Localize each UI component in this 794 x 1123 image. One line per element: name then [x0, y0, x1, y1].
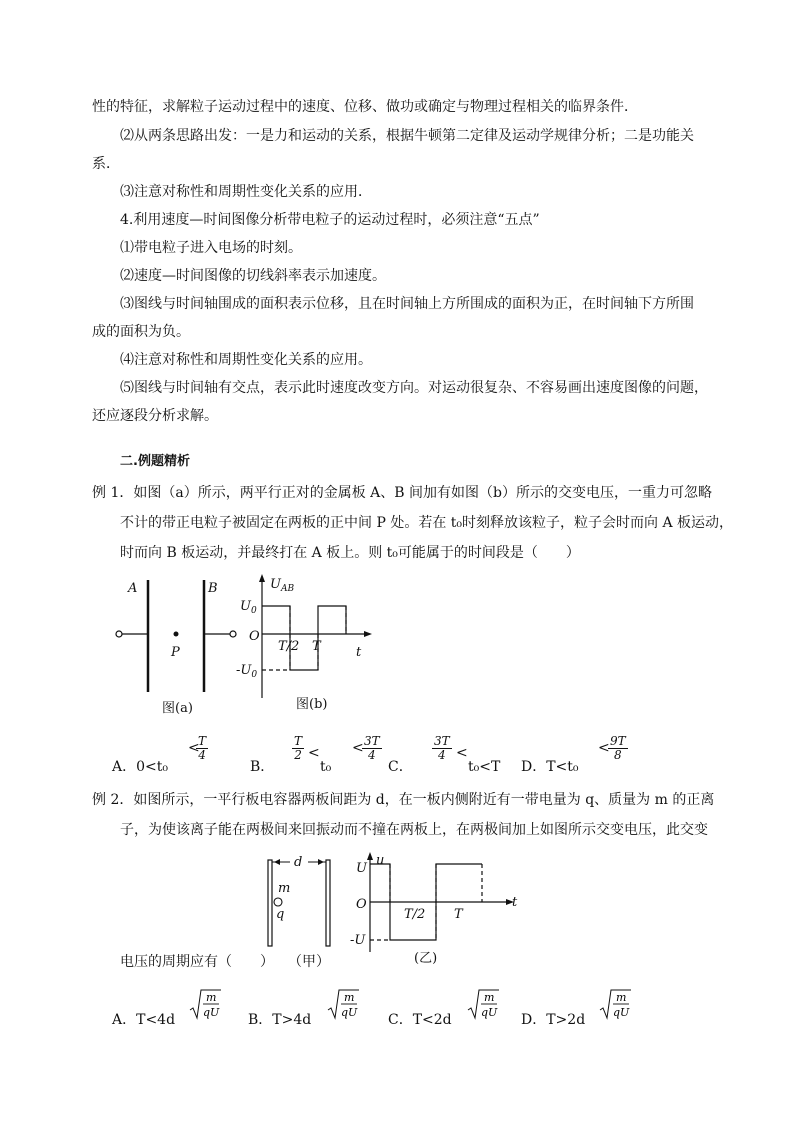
option-2a[interactable]: A．T<4d: [112, 1012, 176, 1028]
t-half-label-2: T/2: [404, 907, 426, 922]
text-line: ⑴带电粒子进入电场的时刻。: [120, 240, 302, 256]
option-c-t0: t₀<T: [468, 759, 501, 775]
origin-label: O: [249, 629, 260, 644]
minus-u0-label: $-U_0$: [236, 663, 258, 680]
svg-text:m: m: [484, 991, 495, 1004]
option-c[interactable]: C．: [388, 759, 413, 775]
option-d[interactable]: D．T<t₀: [521, 759, 579, 775]
option-b-t0: t₀: [320, 759, 332, 775]
sqrt-icon: [188, 988, 222, 1022]
svg-text:qU: qU: [341, 1006, 358, 1019]
svg-text:qU: qU: [481, 1006, 498, 1019]
option-2c[interactable]: C．T<2d: [388, 1012, 452, 1028]
text-line: ⑸图线与时间轴有交点，表示此时速度改变方向。对运动很复杂、不容易画出速度图像的问题，: [120, 380, 708, 396]
minus-u-label: -U: [350, 933, 366, 948]
period-t-label: T: [312, 639, 321, 654]
uab-label: $U_{AB}$: [270, 577, 295, 594]
text-line: 还应逐段分析求解。: [92, 408, 218, 424]
svg-text:qU: qU: [613, 1006, 630, 1019]
mass-m-label: m: [278, 881, 291, 896]
example-2-line: 例 2．如图所示，一平行板电容器两板间距为 d，在一板内侧附近有一带电量为 q、质量为 m 的正离: [92, 792, 715, 808]
option-d-fraction: $\frac{9T}{8}$: [610, 734, 626, 762]
plate-a-label: A: [128, 581, 138, 596]
text-line: 成的面积为负。: [92, 324, 190, 340]
option-b-fraction-2: $\frac{3T}{4}$: [364, 734, 380, 762]
option-c-less: <: [456, 745, 468, 761]
time-axis-label-2: t: [512, 895, 518, 910]
svg-text:qU: qU: [203, 1006, 220, 1019]
sqrt-icon: [598, 988, 632, 1022]
time-axis-label: t: [356, 645, 362, 660]
plate-b-label: B: [208, 581, 218, 596]
u-axis-label: u: [376, 853, 385, 868]
option-b-less-1: <: [308, 745, 320, 761]
option-2d[interactable]: D．T>2d: [521, 1012, 586, 1028]
option-a-less: <: [188, 740, 200, 756]
text-line: ⑶图线与时间轴围成的面积表示位移，且在时间轴上方所围成的面积为正，在时间轴下方所围: [120, 296, 694, 312]
example-2-line: 子，为使该离子能在两极间来回振动而不撞在两板上，在两极间加上如图所示交变电压，此交变: [120, 822, 708, 838]
figure-yi-caption: (乙): [414, 951, 438, 966]
option-c-fraction: $\frac{3T}{4}$: [434, 734, 450, 762]
svg-text:m: m: [206, 991, 217, 1004]
example-1-line: 不计的带正电粒子被固定在两板的正中间 P 处。若在 t₀时刻释放该粒子，粒子会时而向 A 板运动，: [120, 515, 734, 531]
figure-jia-caption: （甲）: [288, 954, 330, 970]
t-half-label: T/2: [278, 639, 300, 654]
text-line: 性的特征，求解粒子运动过程中的速度、位移、做功或确定与物理过程相关的临界条件．: [92, 99, 638, 115]
text-line: ⑵从两条思路出发：一是力和运动的关系，根据牛顿第二定律及运动学规律分析；二是功能关: [120, 128, 694, 144]
text-line: ⑶注意对称性和周期性变化关系的应用．: [120, 184, 372, 200]
example-2-line: 电压的周期应有（ ）: [120, 954, 274, 970]
figure-1: [110, 570, 380, 720]
sqrt-icon: [326, 988, 360, 1022]
sqrt-icon: [466, 988, 500, 1022]
period-t-label-2: T: [454, 907, 463, 922]
option-d-less: <: [598, 740, 610, 756]
charge-q-label: q: [276, 907, 285, 922]
text-line: 系．: [92, 156, 120, 172]
section-heading: 二.例题精析: [120, 454, 190, 469]
distance-d-label: d: [294, 855, 303, 870]
text-line: ⑷注意对称性和周期性变化关系的应用。: [120, 352, 372, 368]
svg-text:m: m: [616, 991, 627, 1004]
option-b[interactable]: B．: [250, 759, 275, 775]
example-1-line: 时而向 B 板运动，并最终打在 A 板上。则 t₀可能属于的时间段是（ ）: [120, 545, 580, 561]
option-a[interactable]: A．0<t₀: [112, 759, 168, 775]
figure-a-caption: 图(a): [162, 701, 193, 716]
example-1-line: 例 1．如图（a）所示，两平行正对的金属板 A、B 间加有如图（b）所示的交变电压，一重力可忽略: [92, 485, 712, 501]
option-b-fraction-1: $\frac{T}{2}$: [294, 734, 303, 762]
option-a-fraction: $\frac{T}{4}$: [198, 734, 207, 762]
text-line: ⑵速度—时间图像的切线斜率表示加速度。: [120, 268, 386, 284]
origin-label-2: O: [356, 897, 367, 912]
u-level-label: U: [356, 861, 367, 876]
option-b-less-2: <: [352, 740, 364, 756]
text-line: 4.利用速度—时间图像分析带电粒子的运动过程时，必须注意“五点”: [120, 212, 540, 228]
option-2b[interactable]: B．T>4d: [248, 1012, 312, 1028]
figure-b-caption: 图(b): [296, 697, 328, 712]
u0-label: $U_0$: [240, 599, 257, 616]
point-p-label: P: [171, 645, 180, 660]
svg-text:m: m: [344, 991, 355, 1004]
